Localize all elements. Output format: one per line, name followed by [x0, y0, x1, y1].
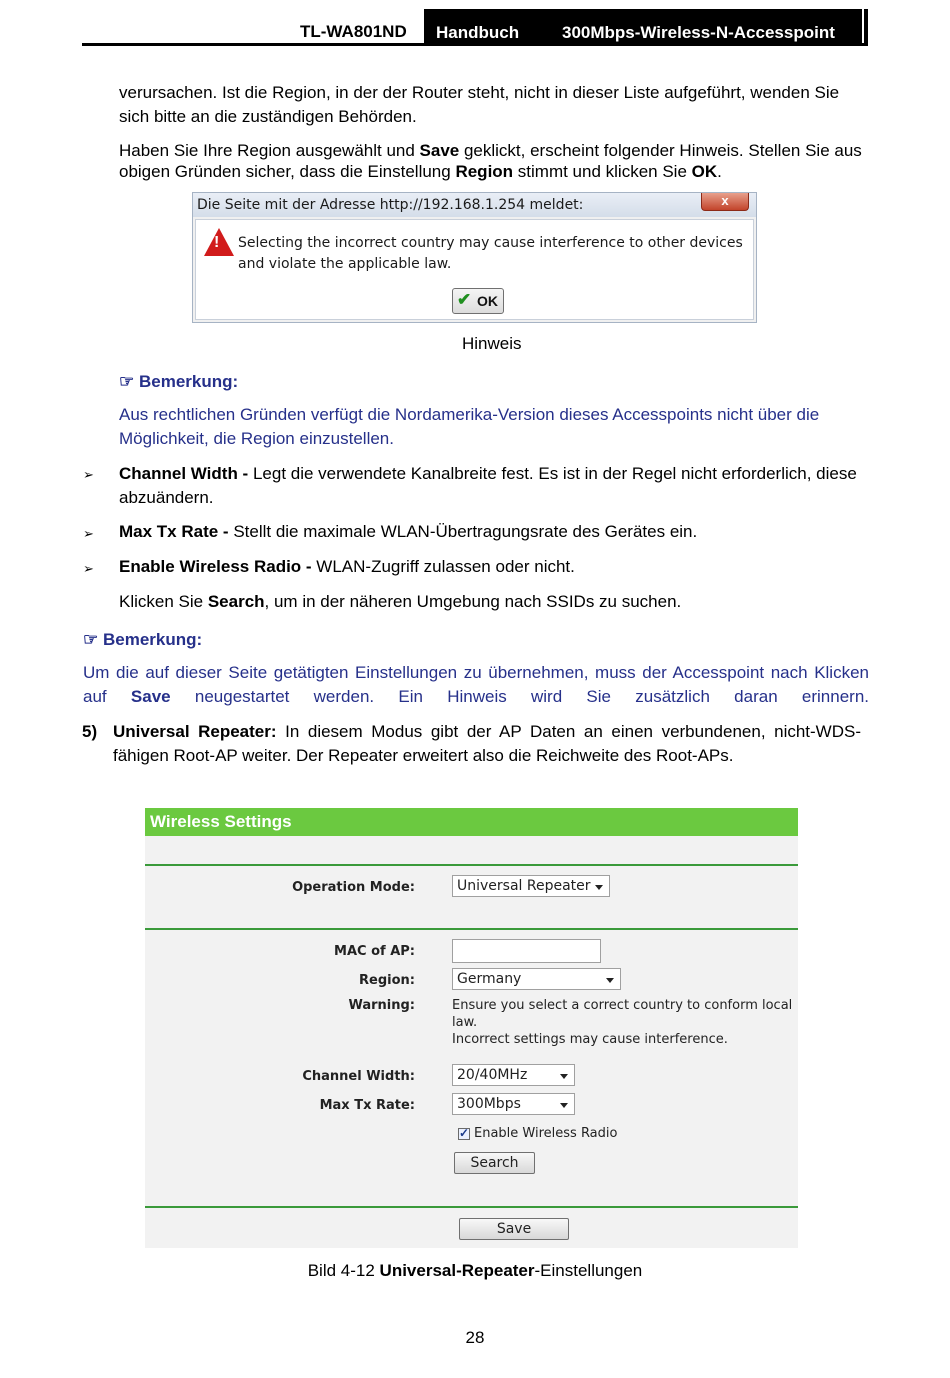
- note2-text-c: neugestartet werden. Ein Hinweis wird Sie zusätzlich daran erinnern.: [170, 687, 870, 706]
- note2-heading: [83, 628, 202, 652]
- bullet-channel-width: [119, 462, 869, 510]
- mac-of-ap-input[interactable]: [452, 939, 601, 963]
- channel-width-select[interactable]: [452, 1064, 575, 1086]
- p2-text-a: Haben Sie Ihre Region ausgewählt und: [119, 141, 420, 160]
- operation-mode-label: Operation Mode:: [292, 880, 415, 895]
- operation-mode-value: Universal Repeater: [457, 878, 591, 894]
- divider: [145, 864, 798, 866]
- b2-text: Stellt die maximale WLAN-Übertragungsrate des Gerätes ein.: [233, 522, 698, 541]
- dialog-message-line1: Selecting the incorrect country may cause interference to other devices: [238, 235, 743, 251]
- b1-term: Channel Width -: [119, 464, 253, 483]
- region-value: Germany: [457, 971, 522, 987]
- b3-term: Enable Wireless Radio -: [119, 557, 317, 576]
- figure-caption: [0, 1259, 950, 1283]
- dialog-message: [238, 233, 743, 275]
- alert-dialog: [192, 192, 757, 323]
- chevron-down-icon: [560, 1103, 568, 1108]
- header-rule: [82, 43, 868, 46]
- page-number: 28: [465, 1328, 485, 1347]
- dialog-ok-label: OK: [477, 293, 498, 309]
- item5-text: [113, 720, 861, 768]
- p3-search: Search: [207, 592, 265, 611]
- max-tx-rate-value: 300Mbps: [457, 1096, 521, 1112]
- item5-term: Universal Repeater:: [113, 722, 277, 741]
- header-manual: Handbuch: [436, 23, 520, 42]
- b3-text: WLAN-Zugriff zulassen oder nicht.: [316, 557, 575, 576]
- bullet-arrow-icon: ➢: [83, 526, 94, 541]
- dialog-titlebar: [193, 193, 756, 217]
- dialog-caption: Hinweis: [462, 334, 522, 353]
- paragraph-search: [119, 590, 869, 614]
- b2-term: Max Tx Rate -: [119, 522, 234, 541]
- warning-label: Warning:: [348, 998, 415, 1013]
- item5-number: 5): [82, 722, 98, 741]
- mac-of-ap-label: MAC of AP:: [334, 944, 415, 959]
- operation-mode-select[interactable]: [452, 875, 610, 897]
- note2-text-a: Um die auf dieser Seite getätigten Einstellungen zu übernehmen, muss der Accesspoint nach Klicken auf: [83, 663, 869, 706]
- enable-wireless-radio-checkbox[interactable]: [458, 1128, 470, 1140]
- caption-bold: Universal-Repeater: [379, 1261, 535, 1280]
- region-label: Region:: [359, 973, 415, 988]
- p2-region: Region: [455, 162, 514, 181]
- save-button[interactable]: Save: [459, 1218, 569, 1240]
- note2-text: [83, 661, 869, 709]
- checkmark-icon: ✓: [459, 1126, 470, 1140]
- dialog-message-line2: and violate the applicable law.: [238, 256, 452, 272]
- enable-wireless-radio-label[interactable]: Enable Wireless Radio: [474, 1126, 618, 1141]
- wireless-settings-title: Wireless Settings: [150, 812, 292, 831]
- warning-exclamation-icon: !: [214, 234, 220, 251]
- caption-suffix: -Einstellungen: [534, 1261, 643, 1280]
- search-button[interactable]: Search: [454, 1152, 535, 1174]
- channel-width-label: Channel Width:: [302, 1069, 415, 1084]
- note1-heading: [119, 370, 238, 394]
- warning-line2: Incorrect settings may cause interference.: [452, 1032, 728, 1047]
- note2-title: Bemerkung:: [102, 630, 203, 649]
- bullet-arrow-icon: ➢: [83, 561, 94, 576]
- dialog-body: [195, 219, 754, 320]
- p2-text-e: stimmt und klicken Sie: [513, 162, 692, 181]
- dialog-close-icon[interactable]: x: [701, 193, 749, 211]
- paragraph-region: verursachen. Ist die Region, in der der Router steht, nicht in dieser Liste aufgeführt, wenden Sie sich bitte an die zuständigen Behörden.: [119, 83, 840, 126]
- channel-width-value: 20/40MHz: [457, 1067, 528, 1083]
- p2-text-g: .: [717, 162, 722, 181]
- pointing-hand-icon: ☞: [119, 372, 135, 391]
- b1-text: Legt die verwendete Kanalbreite fest. Es ist in der Regel nicht erforderlich, diese abzuändern.: [119, 464, 857, 507]
- region-select[interactable]: [452, 968, 621, 990]
- divider: [145, 1206, 798, 1208]
- divider: [145, 928, 798, 930]
- item5-description: In diesem Modus gibt der AP Daten an einen verbundenen, nicht-WDS-fähigen Root-AP weiter. Der Repeater erweitert also die Reichweite des Root-APs.: [113, 722, 862, 765]
- pointing-hand-icon: ☞: [83, 630, 99, 649]
- paragraph-save-notice: [119, 140, 869, 182]
- header-separator: [862, 9, 864, 46]
- p3-text-a: Klicken Sie: [119, 592, 208, 611]
- note2-save: Save: [130, 687, 171, 706]
- dialog-title: Die Seite mit der Adresse http://192.168.1.254 meldet:: [197, 197, 584, 213]
- header-model: TL-WA801ND: [300, 22, 407, 41]
- p2-text-c: geklickt, erscheint folgender Hinweis. Stellen Sie aus obigen Gründen sicher, dass die Einstellung: [119, 141, 862, 181]
- note1-text: Aus rechtlichen Gründen verfügt die Nordamerika-Version dieses Accesspoints nicht über die Möglichkeit, die Region einzustellen.: [119, 405, 820, 448]
- bullet-enable-radio: [119, 555, 869, 579]
- p3-text-c: , um in der näheren Umgebung nach SSIDs zu suchen.: [264, 592, 682, 611]
- bullet-max-tx: [119, 520, 869, 544]
- header-product: 300Mbps-Wireless-N-Accesspoint: [562, 23, 835, 42]
- chevron-down-icon: [560, 1074, 568, 1079]
- dialog-ok-button[interactable]: [452, 288, 504, 314]
- note1-title: Bemerkung:: [138, 372, 239, 391]
- wireless-settings-panel: [145, 808, 798, 1248]
- chevron-down-icon: [595, 885, 603, 890]
- max-tx-rate-label: Max Tx Rate:: [319, 1098, 415, 1113]
- header-title-box: [424, 9, 868, 46]
- warning-line1: Ensure you select a correct country to conform local law.: [452, 998, 793, 1030]
- caption-prefix: Bild 4-12: [307, 1261, 380, 1280]
- wireless-settings-header: [145, 808, 798, 836]
- p2-save: Save: [419, 141, 460, 160]
- checkmark-icon: ✔: [457, 290, 472, 309]
- p2-ok: OK: [691, 162, 718, 181]
- max-tx-rate-select[interactable]: [452, 1093, 575, 1115]
- warning-text: [452, 997, 798, 1048]
- bullet-arrow-icon: ➢: [83, 467, 94, 482]
- chevron-down-icon: [606, 978, 614, 983]
